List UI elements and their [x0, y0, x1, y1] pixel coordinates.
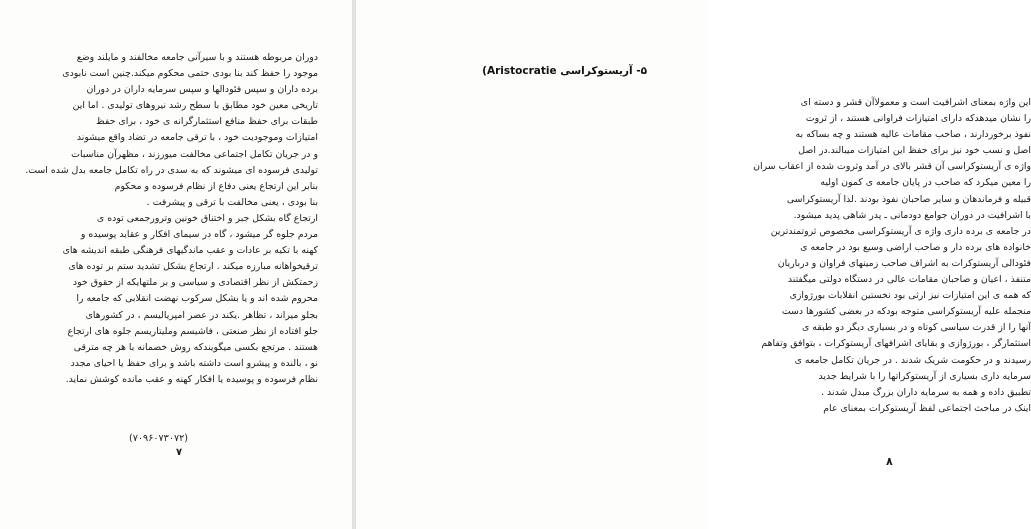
text-line: موجود را حفظ کند بنا بودی حتمی محکوم میکند.چنین است نابودی — [62, 68, 318, 80]
left-page-number: ۷ — [176, 447, 183, 458]
text-line: تولیدی فرسوده ای میشوند که به سدی در راه تکامل جامعه بدل شده است. — [25, 164, 318, 176]
text-line: این واژه بمعنای اشرافیت است و معمولاآن قشر و دسته ای — [800, 97, 1031, 108]
text-line: نظام فرسوده و پوسیده یا افکار کهنه و عقب مانده کوشش نماید. — [65, 373, 318, 385]
text-line: تطبیق داده و همه به سرمایه داران بزرگ مبدل شدند . — [821, 386, 1031, 398]
text-line: با اشرافیت در دوران جوامع دودمانی ـ پدر شاهی پدید میشود. — [793, 209, 1031, 221]
text-line: برده داران و سپس فئودالها و سپس سرمایه داران در دوران — [86, 84, 318, 96]
text-line: اینک در مباحث اجتماعی لفظ آریستوکرات بمعنای عام — [823, 402, 1031, 414]
section-heading-title: ۵- آریستوکراسی — [560, 65, 647, 77]
text-line: که همه ی این امتیازات نیز ارثی بود نخستین انقلابات بورژوازی — [789, 290, 1031, 302]
text-line: نفوذ برخوردارند ، صاحب مقامات عالیه هستند و چه بساکه به — [795, 129, 1031, 141]
text-line: زحمتکش از نظر اقتصادی و سیاسی و بر ملتهایکه از حقوق خود — [72, 277, 318, 289]
right-page — [356, 0, 1031, 529]
text-line: بجلو میراند ، تظاهر .یکند در عصر امپریالیسم ، در کشورهای — [85, 309, 318, 321]
text-line: دوران مربوطه هستند و با سیرآنی جامعه مخالفند و مایلند وضع — [76, 52, 318, 63]
text-line: مردم جلوه گر میشود ، گاه در سیمای افکار و عقاید پوسیده و — [80, 229, 318, 241]
text-line: استثمارگر ، بورژوازی و بقایای اشرافهای آریستوکرات ، بتوافق وتفاهم — [761, 338, 1031, 350]
text-line: اصل و نسب خود نیز برای حفظ این امتیازات میبالند.در اصل — [798, 145, 1031, 157]
text-line: فئودالی آریستوکرات به اشراف صاحب زمینهای فراوان و درباریان — [777, 257, 1031, 269]
text-line: سرمایه داری بسیاری از آریستوکراتها را با شرایط جدید — [818, 370, 1031, 382]
text-line: قبیله و فرماندهان و سایر صاحبان نفوذ بودند .لذا آریستوکراسی — [786, 193, 1031, 205]
text-line: ارتجاع گاه بشکل جبر و اختناق خونین وترورجمعی توده ی — [96, 212, 318, 224]
text-line: را معین میکرد که صاحب در پایان جامعه ی کمون اولیه — [820, 177, 1031, 189]
left-page-body — [25, 50, 318, 388]
text-line: هستند . مرتجع بکسی میگویندکه روش خصمانه با هر چه مترقی — [73, 341, 318, 353]
text-line: محروم شده اند و یا بشکل سرکوب نهضت انقلابی که جامعه را — [76, 293, 318, 305]
left-page — [0, 0, 352, 529]
text-line: رسیدند و در حکومت شریک شدند . در جریان تکامل جامعه ی — [794, 354, 1031, 366]
section-heading — [482, 65, 647, 77]
text-line: تاریخی معین خود مطابق با سطح رشد نیروهای تولیدی . اما این — [72, 100, 318, 112]
text-line: بنابر این ارتجاع یعنی دفاع از نظام فرسوده و محکوم — [114, 180, 318, 192]
text-line: در جامعه ی برده داری واژه ی آریستوکراسی مخصوص ثروتمندترین — [770, 225, 1031, 237]
text-line: منجمله علیه آریستوکراسی متوجه بودکه در بعضی کشورها دست — [781, 306, 1031, 318]
text-line: خانواده های برده دار و صاحب اراضی وسیع بود در جامعه ی — [800, 241, 1031, 253]
text-line: آنها را از قدرت سیاسی کوتاه و در بسیاری دیگر دو طبقه ی — [801, 322, 1031, 334]
text-line: ترقیخواهانه مبارزه میکند . ارتجاع بشکل تشدید ستم بر توده های — [68, 261, 318, 273]
text-line: متنفذ ، اعیان و صاحبان مقامات عالی در دستگاه دولتی میگفتند — [787, 274, 1031, 286]
isbn-reference: (۷۰۹۶۰۷۳۰۷۲) — [129, 433, 189, 444]
text-line: واژه ی آریستوکراسی آن قشر بالای در آمد وثروت شده از اعقاب سران — [753, 161, 1031, 173]
text-line: بنا بودی ، یعنی مخالفت با ترقی و پیشرفت . — [146, 196, 318, 208]
text-line: را نشان میدهدکه دارای امتیازات فراوانی هستند ، از ثروت — [805, 113, 1031, 125]
text-line: جلو افتاده از نظر صنعتی ، فاشیسم وملیتاریسم جلوه های ارتجاع — [67, 325, 318, 337]
text-line: امتیازات وموجودیت خود ، با ترقی جامعه در تضاد واقع میشوند — [76, 132, 318, 144]
section-heading-latin: (Aristocratie — [482, 65, 557, 77]
right-page-body — [753, 95, 1031, 417]
text-line: نو ، بالنده و پیشرو است داشته باشد و برای حفظ یا احیای مجدد — [70, 357, 318, 369]
text-line: طبقات برای حفظ منافع استثمارگرانه ی خود ، برای حفظ — [95, 116, 318, 128]
text-line: کهنه با تکیه بر عادات و عقب ماندگیهای فرهنگی طبقه اندیشه های — [62, 245, 318, 257]
text-line: و در جریان تکامل اجتماعی مخالفت میورزند ، مظهرآن مناسبات — [71, 148, 318, 160]
right-page-number: ۸ — [886, 455, 893, 468]
